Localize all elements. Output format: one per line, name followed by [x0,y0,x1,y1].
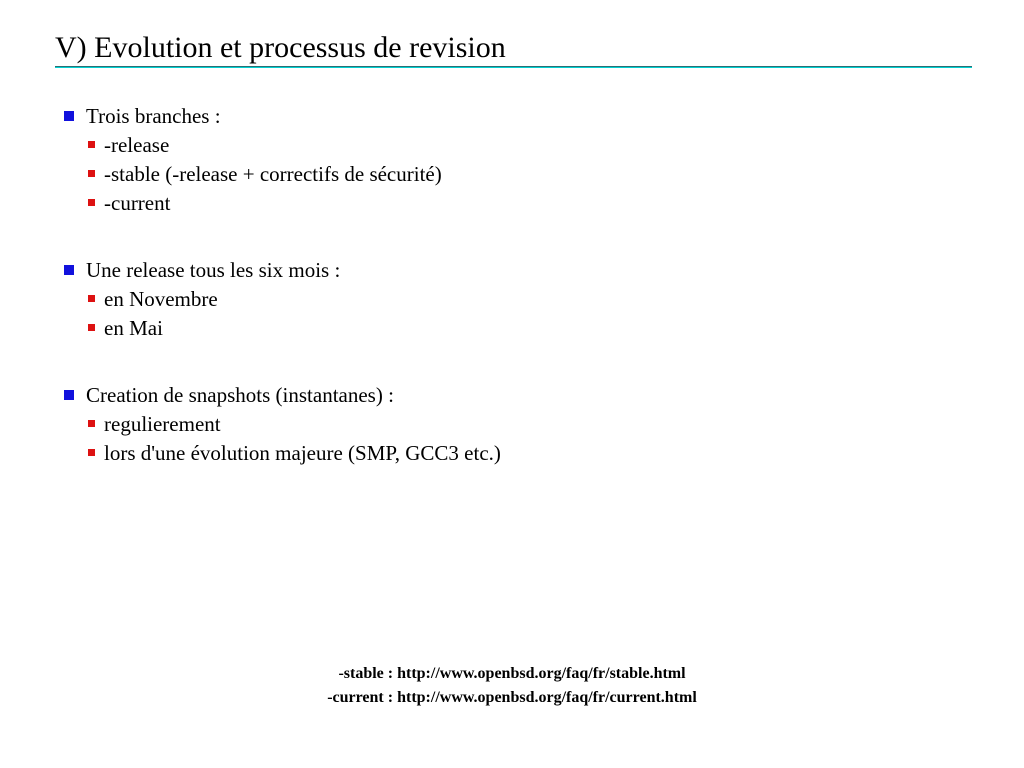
item-label: -release [104,133,170,157]
footer-line-current-url: -current : http://www.openbsd.org/faq/fr/current.html [327,689,697,706]
heading-label: Une release tous les six mois : [86,258,341,282]
blue-square-bullet-icon [64,265,74,275]
red-square-bullet-icon [88,420,95,427]
bullet-group-branches [64,102,501,218]
bullet-item [64,131,501,160]
red-square-bullet-icon [88,170,95,177]
blue-square-bullet-icon [64,390,74,400]
item-label: -current [104,191,171,215]
blue-square-bullet-icon [64,111,74,121]
bullet-group-release-cycle [64,256,501,343]
bullet-group-snapshots [64,381,501,468]
footer [0,662,1024,710]
red-square-bullet-icon [88,295,95,302]
bullet-heading [64,102,501,131]
bullet-item [64,410,501,439]
item-label: en Novembre [104,287,218,311]
bullet-item [64,314,501,343]
bullet-item [64,160,501,189]
red-square-bullet-icon [88,449,95,456]
bullet-heading [64,256,501,285]
heading-label: Trois branches : [86,104,221,128]
red-square-bullet-icon [88,141,95,148]
item-label: -stable (-release + correctifs de sécurité) [104,162,442,186]
red-square-bullet-icon [88,199,95,206]
bullet-item [64,439,501,468]
title-underline [55,66,972,68]
item-label: lors d'une évolution majeure (SMP, GCC3 etc.) [104,441,501,465]
red-square-bullet-icon [88,324,95,331]
item-label: en Mai [104,316,163,340]
bullet-content [64,102,501,468]
footer-line-stable-url: -stable : http://www.openbsd.org/faq/fr/stable.html [338,665,686,682]
bullet-item [64,189,501,218]
item-label: regulierement [104,412,221,436]
slide-title: V) Evolution et processus de revision [55,31,506,64]
bullet-heading [64,381,501,410]
heading-label: Creation de snapshots (instantanes) : [86,383,394,407]
bullet-item [64,285,501,314]
